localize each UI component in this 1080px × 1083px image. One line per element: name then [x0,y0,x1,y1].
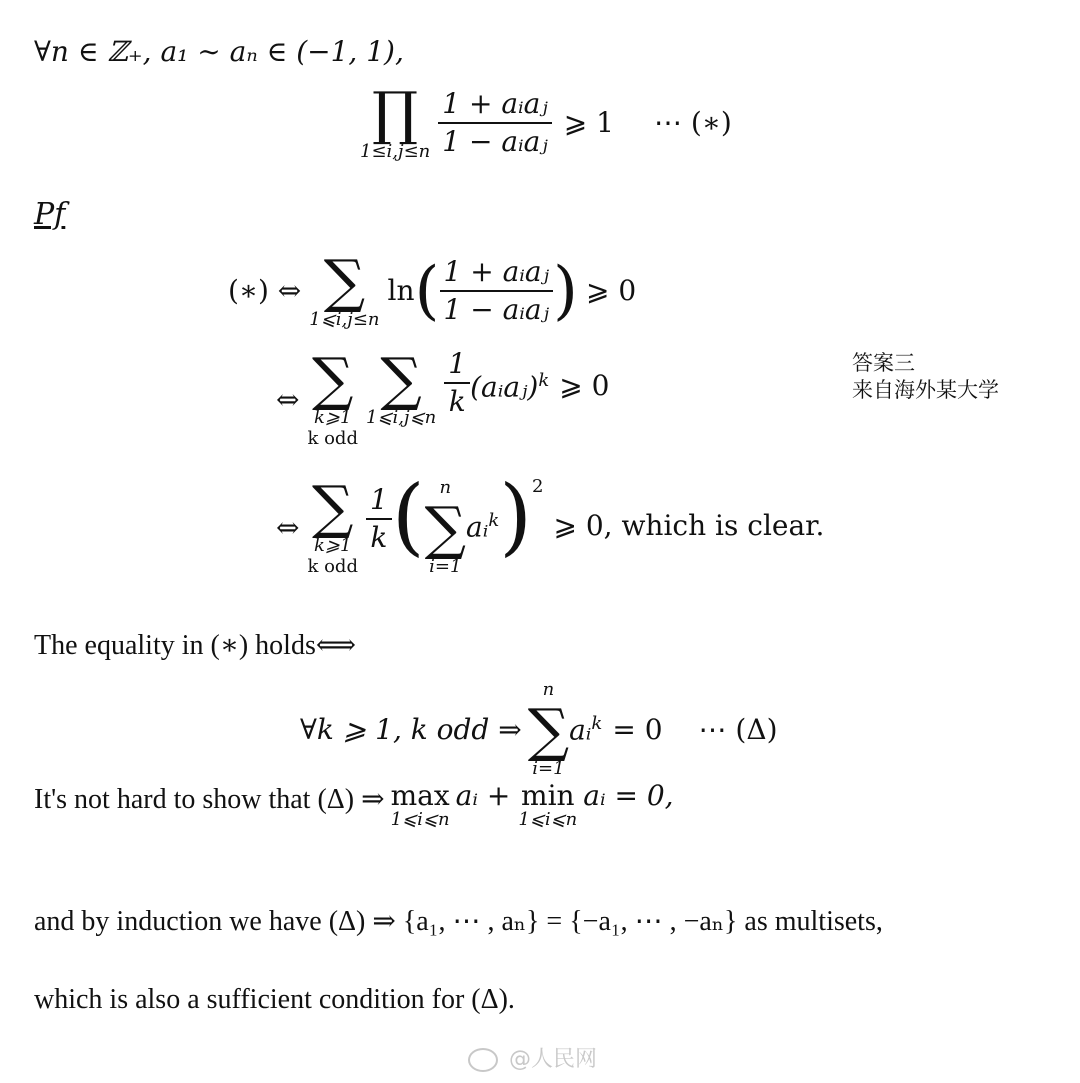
one-over-k-fraction: $\frac{1}{k}$ [366,486,392,552]
product-operator: ∏ 1≤i,j≤n [360,79,431,162]
hypothesis-line: ∀n ∈ ℤ₊, a₁ ∼ aₙ ∈ (−1, 1), [34,35,404,68]
proof-line-3: ⇔ ∑ k⩾1 k odd $\frac{1}{k}$ ( n ∑ i=1 aᵢ$^k$ ) 2 ⩾ 0, which is clear. [276,467,825,577]
product-limit: 1≤i,j≤n [360,141,431,162]
proof-heading: Pf [34,197,66,232]
proof-line-2-lead: ⇔ [276,382,300,416]
equality-cond: ∀k ⩾ 1, k odd ⇒ [300,712,522,746]
ln-fraction: $\frac{\text{1 + aᵢaⱼ}}{\text{1 − aᵢaⱼ}}$ [440,258,554,324]
sufficient-line: which is also a sufficient condition for (Δ). [34,984,515,1015]
fraction-numerator: 1 + aᵢaⱼ [442,87,548,121]
sum-operator: ∑ 1⩽i,j≤n [309,247,380,330]
product-inequality [360,79,732,163]
proof-line-2-rhs: ⩾ 0 [559,369,610,402]
claim-lead: It's not hard to show that (Δ) ⇒ [34,784,385,815]
sum-operator: ∑ k⩾1 k odd [307,473,358,577]
side-note [852,350,999,405]
proof-line-2 [276,345,610,449]
sum-operator: n ∑ i=1 [527,679,570,779]
induction-line: and by induction we have (Δ) ⇒ {a₁, ⋯ , aₙ} = {−a₁, ⋯ , −aₙ} as multisets, [34,906,883,937]
proof-line-1: (∗) ⇔ ∑ 1⩽i,j≤n ln ( $\frac{\text{1 + aᵢaⱼ}}{\text{1 − aᵢaⱼ}}$ ) ⩾ 0 [228,247,637,330]
min-operator: min 1⩽i⩽n [518,779,578,830]
equality-condition: ∀k ⩾ 1, k odd ⇒ n ∑ i=1 aᵢ$^k$ = 0 ⋯ (Δ) [300,679,778,779]
watermark: @人民网 [468,1042,597,1073]
outer-exponent: 2 [532,476,544,497]
sum-operator: ∑ k⩾1 k odd [307,345,358,449]
proof-line-1-lead: (∗) ⇔ [228,274,302,308]
one-over-k-fraction: $\frac{1}{k}$ [444,350,470,416]
equality-rhs: = 0 [612,712,663,746]
product-rhs: ⩾ 1 [563,106,614,140]
proof-line-1-rhs: ⩾ 0 [585,274,637,308]
side-note-line-1: 答案三 [852,351,915,375]
inner-sum-operator: n ∑ i=1 [424,477,466,577]
inner-term: aᵢ$^k$ [466,510,500,544]
side-note-line-2: 来自海外某大学 [852,378,999,403]
fraction-denominator: 1 − aᵢaⱼ [442,125,548,159]
ln-function: ln [387,274,415,308]
product-fraction [438,87,552,159]
equation-tag-star: ⋯ (∗) [653,106,732,140]
equation-tag-delta: ⋯ (Δ) [698,712,778,746]
max-operator: max 1⩽i⩽n [390,779,450,830]
proof-line-3-lead: ⇔ [276,510,300,544]
product-term: (aᵢaⱼ)$^k$ [470,370,550,404]
sum-operator: ∑ 1⩽i,j⩽n [365,345,437,428]
equality-text: The equality in (∗) holds⟺ [34,630,356,661]
proof-line-3-rhs: ⩾ 0, which is clear. [553,509,825,542]
weibo-icon [468,1048,498,1072]
claim-line: It's not hard to show that (Δ) ⇒ max 1⩽i⩽n aᵢ + min 1⩽i⩽n aᵢ = 0, [34,779,674,830]
